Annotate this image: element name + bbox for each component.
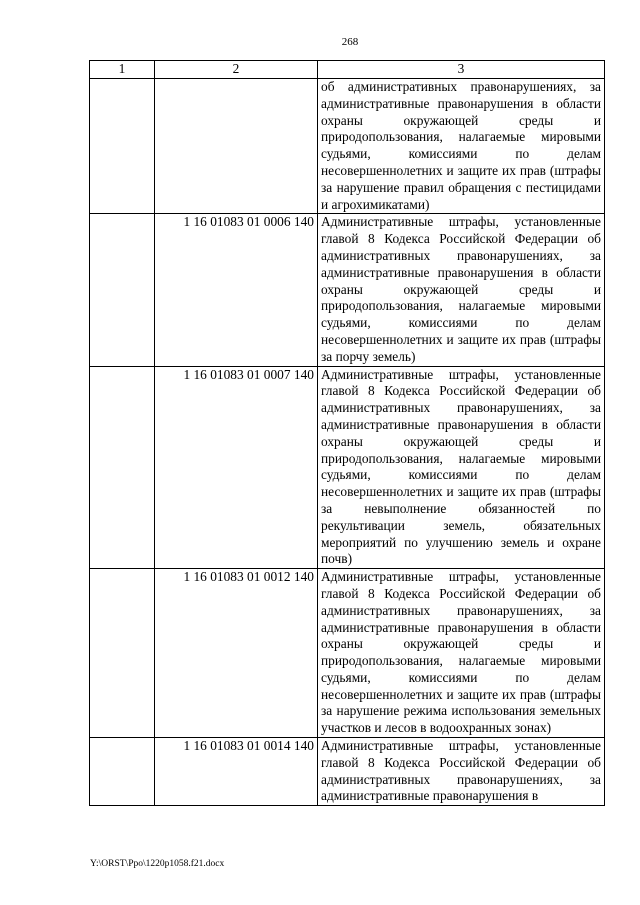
row-number-cell [90, 366, 155, 569]
budget-code-cell: 1 16 01083 01 0014 140 [155, 738, 318, 806]
description-cell: об административных правонарушениях, за административные правонарушения в области охраны окружающей среды и природопользования, налагаемые мировыми судьями, комиссиями по делам несовершеннолетних и защите их прав (штрафы за нарушение правил обращения с пестицидами и агрохимикатами) [318, 79, 605, 214]
row-number-cell [90, 214, 155, 366]
row-number-cell [90, 738, 155, 806]
table-row [90, 738, 605, 806]
budget-code-cell: 1 16 01083 01 0012 140 [155, 569, 318, 738]
table-row [90, 569, 605, 738]
description-cell: Административные штрафы, установленные главой 8 Кодекса Российской Федерации об административных правонарушениях, за административные правонарушения в области охраны окружающей среды и природопользования, налагаемые мировыми судьями, комиссиями по делам несовершеннолетних и защите их прав (штрафы за порчу земель) [318, 214, 605, 366]
table-row [90, 214, 605, 366]
budget-code-cell: 1 16 01083 01 0006 140 [155, 214, 318, 366]
table-row [90, 79, 605, 214]
budget-codes-table [89, 60, 605, 806]
description-cell: Административные штрафы, установленные главой 8 Кодекса Российской Федерации об административных правонарушениях, за административные правонарушения в области охраны окружающей среды и природопользования, налагаемые мировыми судьями, комиссиями по делам несовершеннолетних и защите их прав (штрафы за невыполнение обязанностей по рекультивации земель, обязательных мероприятий по улучшению земель и охране почв) [318, 366, 605, 569]
column-header-2: 2 [155, 61, 318, 79]
row-number-cell [90, 79, 155, 214]
column-header-3: 3 [318, 61, 605, 79]
description-cell: Административные штрафы, установленные главой 8 Кодекса Российской Федерации об административных правонарушениях, за административные правонарушения в области охраны окружающей среды и природопользования, налагаемые мировыми судьями, комиссиями по делам несовершеннолетних и защите их прав (штрафы за нарушение режима использования земельных участков и лесов в водоохранных зонах) [318, 569, 605, 738]
table-header-row [90, 61, 605, 79]
footer-file-path: Y:\ORST\Ppo\1220p1058.f21.docx [90, 859, 225, 869]
description-cell: Административные штрафы, установленные главой 8 Кодекса Российской Федерации об административных правонарушениях, за административные правонарушения в [318, 738, 605, 806]
column-header-1: 1 [90, 61, 155, 79]
table-row [90, 366, 605, 569]
budget-code-cell: 1 16 01083 01 0007 140 [155, 366, 318, 569]
row-number-cell [90, 569, 155, 738]
budget-code-cell [155, 79, 318, 214]
page-number: 268 [341, 36, 359, 48]
